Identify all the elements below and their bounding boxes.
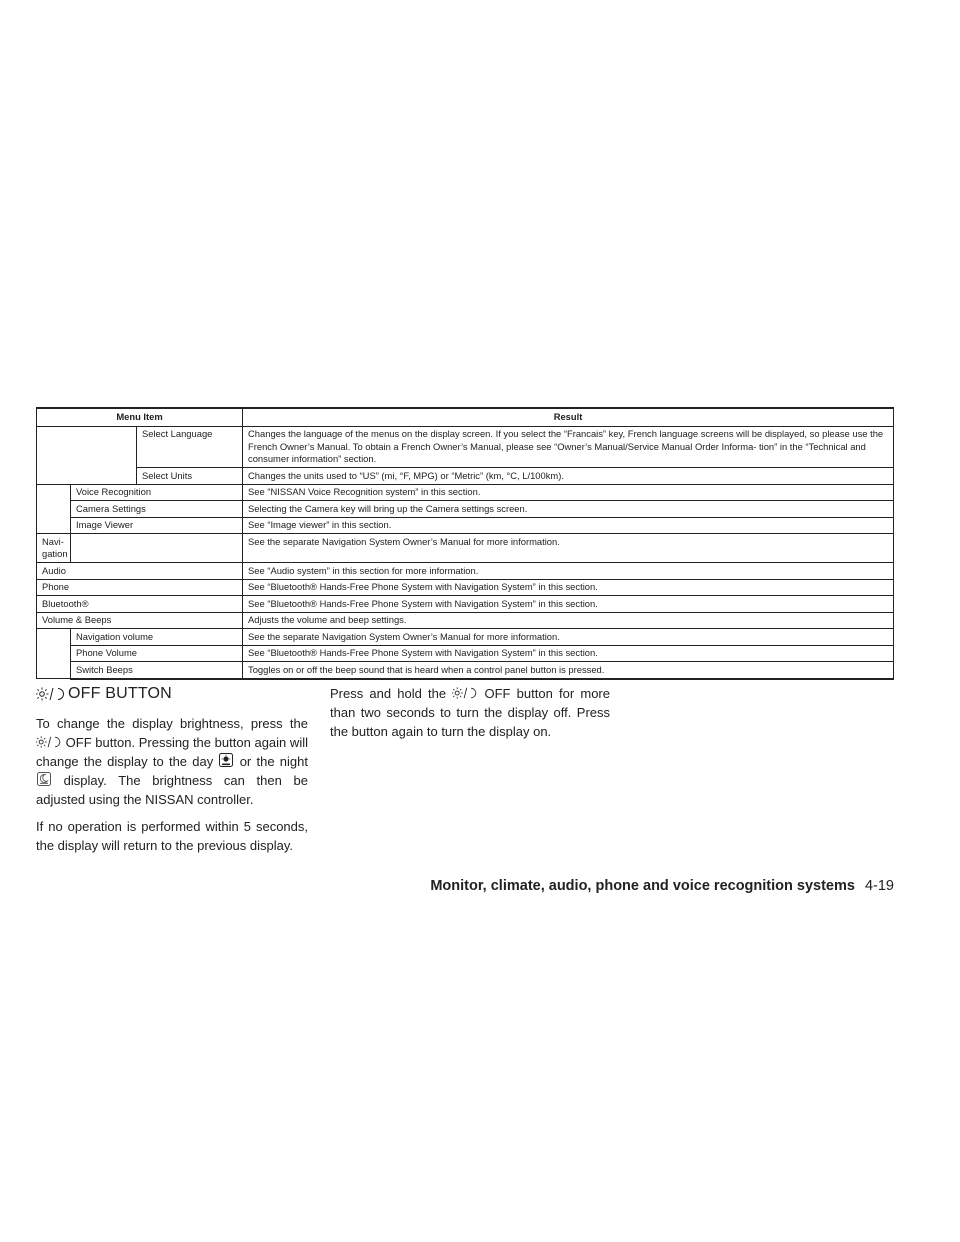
menu-result: See the separate Navigation System Owner’s Manual for more information. xyxy=(243,629,894,646)
sun-moon-icon xyxy=(452,686,478,700)
menu-sub-item: Camera Settings xyxy=(71,501,243,518)
menu-result: Changes the language of the menus on the display screen. If you select the “Francais” key, French language screens will be displayed, so please use the French Owner’s Manual. To obtain a French Owner’s Manual, please see “Owner’s Manual/Service Manual Order Informa- tion” in the “Technical and consumer information” section. xyxy=(243,426,894,468)
menu-result: See “Image viewer” in this section. xyxy=(243,517,894,534)
day-mode-icon xyxy=(218,752,234,768)
menu-result: See “Bluetooth® Hands-Free Phone System with Navigation System” in this section. xyxy=(243,645,894,662)
table-row xyxy=(37,629,894,646)
menu-result: See “Bluetooth® Hands-Free Phone System with Navigation System” in this section. xyxy=(243,579,894,596)
table-row xyxy=(37,517,894,534)
paragraph-text: OFF button. Pressing the button again will change the display to the day xyxy=(36,735,308,769)
menu-top-item: Navi- gation xyxy=(37,534,71,563)
table-row xyxy=(37,563,894,580)
empty-cell xyxy=(37,426,137,484)
sun-moon-icon xyxy=(36,735,62,749)
menu-sub-item: Switch Beeps xyxy=(71,662,243,679)
menu-result: Adjusts the volume and beep settings. xyxy=(243,612,894,629)
menu-result: Toggles on or off the beep sound that is heard when a control panel button is pressed. xyxy=(243,662,894,679)
menu-result: Changes the units used to “US” (mi, °F, MPG) or “Metric” (km, °C, L/100km). xyxy=(243,468,894,485)
table-row xyxy=(37,662,894,679)
empty-cell xyxy=(37,629,71,679)
menu-sub-item: Voice Recognition xyxy=(71,484,243,501)
menu-result: See “Bluetooth® Hands-Free Phone System with Navigation System” in this section. xyxy=(243,596,894,613)
menu-sub-item: Navigation volume xyxy=(71,629,243,646)
sun-moon-icon xyxy=(36,686,66,702)
menu-sub-item: Image Viewer xyxy=(71,517,243,534)
paragraph-text: To change the display brightness, press the xyxy=(36,716,308,731)
table-row xyxy=(37,501,894,518)
menu-top-item: Audio xyxy=(37,563,243,580)
menu-result: See “Audio system” in this section for more information. xyxy=(243,563,894,580)
night-mode-icon xyxy=(36,771,52,787)
footer-chapter-title: Monitor, climate, audio, phone and voice recognition systems xyxy=(430,878,855,894)
table-row xyxy=(37,612,894,629)
section-heading-text: OFF BUTTON xyxy=(68,685,172,702)
table-header-row xyxy=(37,408,894,426)
page-footer xyxy=(430,878,894,894)
section-right-column xyxy=(330,684,610,749)
paragraph-timeout: If no operation is performed within 5 seconds, the display will return to the previous display. xyxy=(36,819,308,853)
paragraph-brightness xyxy=(36,714,308,809)
header-result: Result xyxy=(243,408,894,426)
menu-table xyxy=(36,407,894,680)
empty-cell xyxy=(71,534,243,563)
menu-top-item: Phone xyxy=(37,579,243,596)
paragraph-text: Press and hold the xyxy=(330,686,447,701)
table-row xyxy=(37,645,894,662)
paragraph-text: or the night xyxy=(239,754,308,769)
table-row xyxy=(37,534,894,563)
table-row xyxy=(37,596,894,613)
menu-sub-item: Phone Volume xyxy=(71,645,243,662)
paragraph-display-off xyxy=(330,684,610,741)
section-heading xyxy=(36,684,308,704)
empty-cell xyxy=(37,484,71,534)
menu-top-item: Volume & Beeps xyxy=(37,612,243,629)
paragraph-text: display. The brightness can then be adjusted using the NISSAN controller. xyxy=(36,773,308,807)
menu-result: See the separate Navigation System Owner’s Manual for more information. xyxy=(243,534,894,563)
page-number: 4-19 xyxy=(864,878,894,894)
table-row xyxy=(37,426,894,468)
menu-sub-item: Select Units xyxy=(137,468,243,485)
table-row xyxy=(37,468,894,485)
header-menu-item: Menu Item xyxy=(37,408,243,426)
section-left-column xyxy=(36,684,308,863)
menu-result: Selecting the Camera key will bring up the Camera settings screen. xyxy=(243,501,894,518)
paragraph-text: OFF button for more than two seconds to turn the display off. Press the button again to turn the display on. xyxy=(330,686,610,739)
menu-result: See “NISSAN Voice Recognition system” in this section. xyxy=(243,484,894,501)
table-row xyxy=(37,484,894,501)
menu-top-item: Bluetooth® xyxy=(37,596,243,613)
table-row xyxy=(37,579,894,596)
menu-sub-item: Select Language xyxy=(137,426,243,468)
